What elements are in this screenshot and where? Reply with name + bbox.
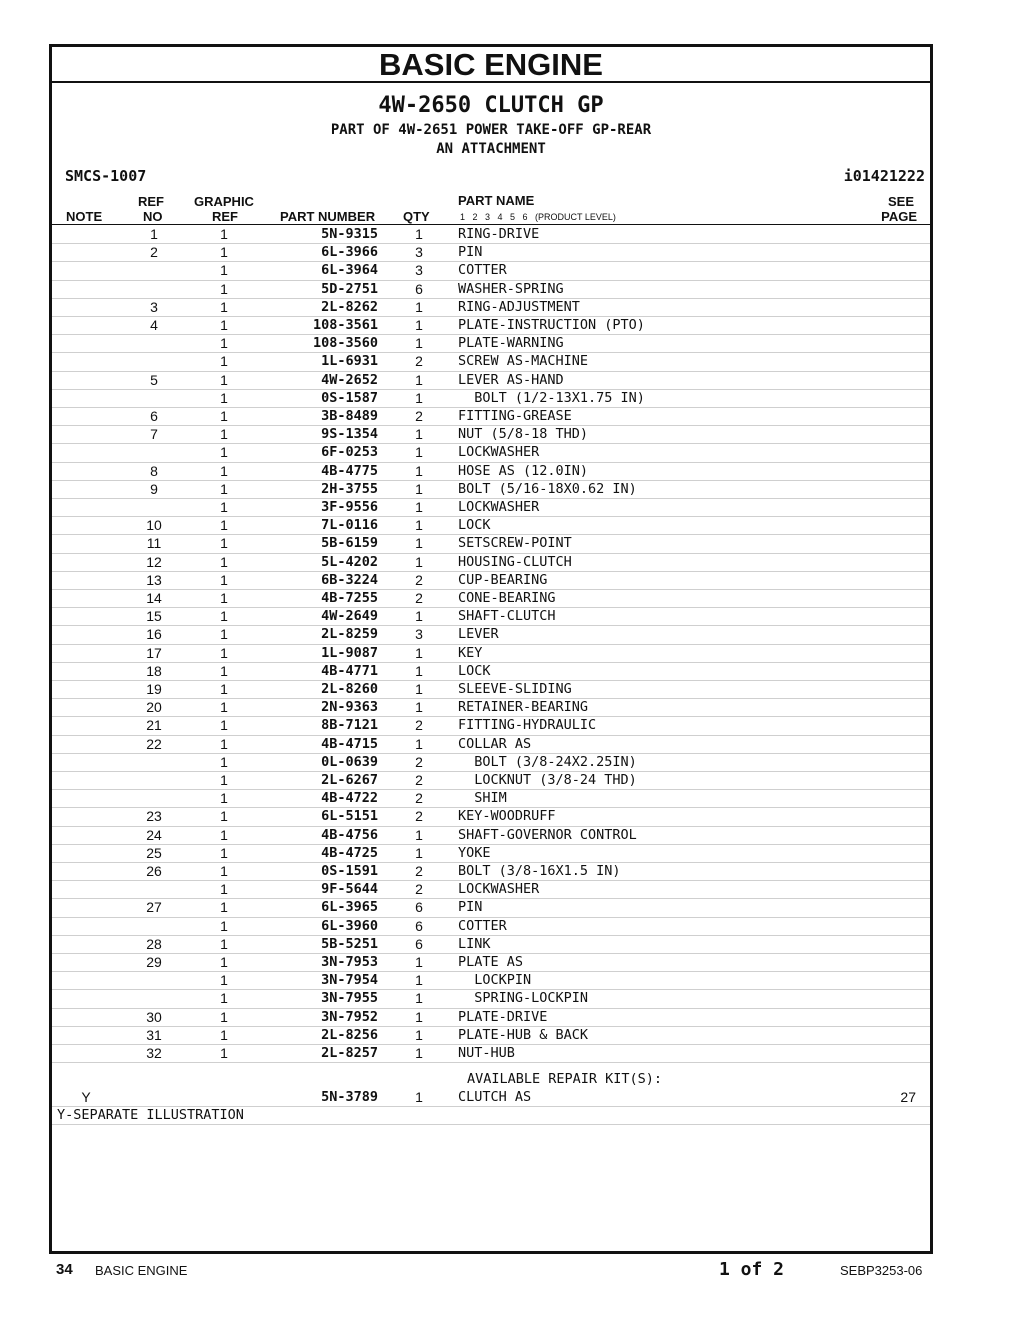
graphic-ref: 1 [220,753,228,770]
graphic-ref: 1 [220,790,228,807]
part-number: 9F-5644 [321,881,378,898]
qty: 1 [415,954,423,970]
table-row [52,261,930,280]
part-name: KEY-WOODRUFF [458,808,556,825]
part-number: 0L-0639 [321,753,378,770]
qty: 2 [415,571,423,588]
part-name: YOKE [458,844,491,861]
part-name: BOLT (5/16-18X0.62 IN) [458,480,637,497]
qty: 2 [415,808,423,825]
ref-no: 27 [146,899,162,916]
table-row [52,334,930,353]
part-name: LOCKWASHER [458,499,540,515]
illustration-id: i01421222 [843,167,925,185]
qty: 1 [415,699,423,716]
col-see-top: SEE [887,194,914,209]
ref-no: 32 [146,1045,162,1061]
table-row [52,316,930,335]
kit-part-number: 5N-3789 [321,1089,378,1105]
graphic-ref: 1 [220,608,228,625]
part-name: PLATE-WARNING [458,335,564,352]
part-name: HOSE AS (12.0IN) [458,462,589,479]
part-name: LOCK [458,517,491,534]
table-row [52,989,930,1008]
page-footer [0,1258,1020,1288]
part-name: PLATE-DRIVE [458,1008,548,1025]
table-row [52,862,930,881]
table-row [52,1008,930,1027]
part-name: LOCKWASHER [458,444,540,461]
part-name: LOCKPIN [458,972,532,989]
qty: 3 [415,262,423,279]
kit-see-page: 27 [900,1089,916,1105]
ref-no: 11 [146,535,162,552]
ref-no: 4 [150,317,158,333]
part-number: 0S-1591 [321,863,378,879]
table-row [52,462,930,481]
parts-list-frame [49,44,933,1254]
part-name: SHAFT-GOVERNOR CONTROL [458,826,637,843]
qty: 1 [415,681,423,697]
table-row [52,898,930,917]
table-row [52,425,930,444]
ref-no: 5 [150,371,158,388]
ref-no: 9 [150,480,158,497]
part-name: LINK [458,935,491,952]
part-name: WASHER-SPRING [458,280,564,297]
part-number: 108-3561 [312,317,378,333]
qty: 1 [415,1045,423,1061]
part-name: NUT (5/8-18 THD) [458,426,589,443]
ref-no: 31 [146,1026,162,1043]
qty: 2 [415,863,423,879]
part-number: 5B-6159 [321,535,378,552]
ref-no: 19 [146,681,162,697]
part-name: PIN [458,244,483,261]
table-row [52,589,930,608]
table-row [52,371,930,390]
qty: 1 [415,1026,423,1043]
qty: 2 [415,408,423,424]
part-name: CONE-BEARING [458,590,556,606]
col-qty: QTY [403,209,430,224]
qty: 1 [415,553,423,570]
graphic-ref: 1 [220,571,228,588]
qty: 6 [415,917,423,934]
ref-no: 26 [146,863,162,879]
table-row [52,607,930,626]
qty: 1 [415,662,423,679]
part-name: PLATE AS [458,954,524,970]
part-name: BOLT (1/2-13X1.75 IN) [458,389,645,406]
graphic-ref: 1 [220,535,228,552]
qty: 1 [415,480,423,497]
ref-no: 22 [146,735,162,752]
graphic-ref: 1 [220,262,228,279]
graphic-ref: 1 [220,517,228,534]
qty: 1 [415,972,423,989]
part-number: 6L-3966 [321,244,378,261]
ref-no: 3 [150,298,158,315]
table-row [52,280,930,299]
qty: 2 [415,717,423,734]
graphic-ref: 1 [220,681,228,697]
part-number: 3N-7952 [321,1008,378,1025]
graphic-ref: 1 [220,863,228,879]
table-row [52,753,930,772]
attachment-line: AN ATTACHMENT [436,141,546,157]
part-number: 7L-0116 [321,517,378,534]
qty: 2 [415,881,423,898]
part-number: 9S-1354 [321,426,378,443]
table-row [52,971,930,990]
qty: 1 [415,735,423,752]
graphic-ref: 1 [220,226,228,242]
ref-no: 8 [150,462,158,479]
part-number: 6L-3965 [321,899,378,916]
table-row [52,826,930,845]
kit-part-name: CLUTCH AS [458,1089,532,1105]
qty: 6 [415,935,423,952]
part-number: 3N-7954 [321,972,378,989]
part-number: 0S-1587 [321,389,378,406]
ref-no: 23 [146,808,162,825]
graphic-ref: 1 [220,1026,228,1043]
table-row [52,407,930,426]
graphic-ref: 1 [220,462,228,479]
col-product-level: 1 2 3 4 5 6 (PRODUCT LEVEL) [460,212,616,222]
table-row [52,680,930,699]
part-name: COLLAR AS [458,735,532,752]
part-name: RING-ADJUSTMENT [458,298,580,315]
section-title: BASIC ENGINE [52,47,930,83]
smcs-code: SMCS-1007 [65,167,147,185]
qty: 3 [415,626,423,643]
qty: 1 [415,444,423,461]
qty: 1 [415,517,423,534]
part-number: 1L-9087 [321,644,378,661]
kit-note: Y [81,1089,91,1105]
ref-no: 13 [146,571,162,588]
part-name: RETAINER-BEARING [458,699,589,716]
qty: 1 [415,826,423,843]
ref-no: 25 [146,844,162,861]
part-name: PLATE-INSTRUCTION (PTO) [458,317,645,333]
part-name: PLATE-HUB & BACK [458,1026,589,1043]
part-number: 2L-8262 [321,298,378,315]
graphic-ref: 1 [220,280,228,297]
part-number: 6B-3224 [321,571,378,588]
graphic-ref: 1 [220,590,228,606]
graphic-ref: 1 [220,954,228,970]
group-title: 4W-2650 CLUTCH GP [378,93,604,118]
part-name: FITTING-HYDRAULIC [458,717,597,734]
graphic-ref: 1 [220,772,228,788]
part-name: SCREW AS-MACHINE [458,353,589,370]
qty: 1 [415,389,423,406]
part-number: 3N-7955 [321,990,378,1007]
table-row [52,844,930,863]
qty: 1 [415,535,423,552]
graphic-ref: 1 [220,298,228,315]
repair-kit-row [52,1088,930,1107]
part-number: 3B-8489 [321,408,378,424]
part-number: 1L-6931 [321,353,378,370]
part-name: FITTING-GREASE [458,408,572,424]
part-number: 2L-8260 [321,681,378,697]
part-number: 4B-4725 [321,844,378,861]
graphic-ref: 1 [220,1045,228,1061]
footer-doc-number: SEBP3253-06 [840,1263,923,1278]
table-row [52,243,930,262]
table-row [52,443,930,462]
qty: 3 [415,244,423,261]
qty: 1 [415,426,423,443]
ref-no: 7 [150,426,158,443]
ref-no: 16 [146,626,162,643]
graphic-ref: 1 [220,662,228,679]
footnote: Y-SEPARATE ILLUSTRATION [57,1107,244,1123]
table-row [52,571,930,590]
qty: 6 [415,899,423,916]
qty: 2 [415,353,423,370]
part-number: 6L-3960 [321,917,378,934]
graphic-ref: 1 [220,826,228,843]
part-number: 4B-4756 [321,826,378,843]
graphic-ref: 1 [220,899,228,916]
ref-no: 30 [146,1008,162,1025]
table-row [52,498,930,517]
graphic-ref: 1 [220,881,228,898]
part-number: 4W-2652 [321,371,378,388]
ref-no: 1 [150,226,158,242]
part-number: 4B-4771 [321,662,378,679]
graphic-ref: 1 [220,480,228,497]
graphic-ref: 1 [220,444,228,461]
qty: 2 [415,790,423,807]
table-row [52,935,930,954]
table-row [52,298,930,317]
graphic-ref: 1 [220,553,228,570]
table-row [52,553,930,572]
graphic-ref: 1 [220,717,228,734]
part-name: PIN [458,899,483,916]
graphic-ref: 1 [220,499,228,515]
part-name: CUP-BEARING [458,571,548,588]
part-number: 4W-2649 [321,608,378,625]
graphic-ref: 1 [220,644,228,661]
part-name: BOLT (3/8-24X2.25IN) [458,753,637,770]
part-name: LOCKNUT (3/8-24 THD) [458,772,637,788]
table-row [52,698,930,717]
graphic-ref: 1 [220,1008,228,1025]
part-number: 2N-9363 [321,699,378,716]
graphic-ref: 1 [220,244,228,261]
qty: 2 [415,772,423,788]
ref-no: 17 [146,644,162,661]
table-row [52,807,930,826]
qty: 2 [415,753,423,770]
part-number: 2H-3755 [321,480,378,497]
part-name: LOCKWASHER [458,881,540,898]
ref-no: 15 [146,608,162,625]
part-number: 2L-8256 [321,1026,378,1043]
qty: 1 [415,1008,423,1025]
part-name: KEY [458,644,483,661]
part-of-line: PART OF 4W-2651 POWER TAKE-OFF GP-REAR [330,122,652,138]
graphic-ref: 1 [220,389,228,406]
ref-no: 28 [146,935,162,952]
footer-page-number: 34 [56,1261,73,1278]
part-number: 5D-2751 [321,280,378,297]
part-number: 5N-9315 [321,226,378,242]
graphic-ref: 1 [220,426,228,443]
graphic-ref: 1 [220,972,228,989]
footer-section: BASIC ENGINE [95,1263,188,1278]
col-ref-top: REF [138,194,164,209]
part-number: 4B-7255 [321,590,378,606]
qty: 1 [415,371,423,388]
graphic-ref: 1 [220,371,228,388]
table-row [52,352,930,371]
table-row [52,716,930,735]
qty: 1 [415,462,423,479]
col-graphic-bottom: REF [212,209,238,224]
part-number: 5L-4202 [321,553,378,570]
qty: 1 [415,990,423,1007]
graphic-ref: 1 [220,935,228,952]
part-number: 3F-9556 [321,499,378,515]
col-part-number: PART NUMBER [280,209,376,224]
qty: 2 [415,590,423,606]
graphic-ref: 1 [220,735,228,752]
repair-kit-title: AVAILABLE REPAIR KIT(S): [467,1071,663,1087]
part-name: SHIM [458,790,507,807]
graphic-ref: 1 [220,626,228,643]
part-number: 2L-6267 [321,772,378,788]
col-ref-bottom: NO [143,209,163,224]
graphic-ref: 1 [220,844,228,861]
table-row [52,534,930,553]
qty: 1 [415,844,423,861]
col-note: NOTE [66,209,103,224]
qty: 1 [415,608,423,625]
part-number: 3N-7953 [321,954,378,970]
graphic-ref: 1 [220,408,228,424]
part-number: 5B-5251 [321,935,378,952]
table-row [52,735,930,754]
footer-page-of: 1 of 2 [719,1259,785,1280]
part-name: LOCK [458,662,491,679]
part-number: 4B-4775 [321,462,378,479]
part-number: 4B-4715 [321,735,378,752]
table-row [52,1026,930,1045]
part-number: 6F-0253 [321,444,378,461]
part-name: NUT-HUB [458,1045,515,1061]
graphic-ref: 1 [220,335,228,352]
table-row [52,480,930,499]
table-row [52,644,930,663]
graphic-ref: 1 [220,808,228,825]
part-number: 6L-3964 [321,262,378,279]
graphic-ref: 1 [220,699,228,716]
ref-no: 2 [150,244,158,261]
qty: 1 [415,499,423,515]
part-name: LEVER [458,626,499,643]
part-name: LEVER AS-HAND [458,371,564,388]
table-row [52,771,930,790]
part-name: SETSCREW-POINT [458,535,572,552]
ref-no: 6 [150,408,158,424]
part-name: SLEEVE-SLIDING [458,681,572,697]
part-number: 2L-8259 [321,626,378,643]
graphic-ref: 1 [220,317,228,333]
table-row [52,953,930,972]
part-name: BOLT (3/8-16X1.5 IN) [458,863,621,879]
part-name: RING-DRIVE [458,226,540,242]
ref-no: 20 [146,699,162,716]
table-row [52,225,930,244]
graphic-ref: 1 [220,990,228,1007]
part-number: 6L-5151 [321,808,378,825]
ref-no: 24 [146,826,162,843]
part-name: COTTER [458,917,507,934]
kit-qty: 1 [415,1089,423,1105]
table-row [52,1044,930,1063]
table-row [52,789,930,808]
qty: 1 [415,226,423,242]
col-see-bottom: PAGE [881,209,917,224]
part-number: 2L-8257 [321,1045,378,1061]
ref-no: 21 [146,717,162,734]
part-name: HOUSING-CLUTCH [458,553,572,570]
table-row [52,625,930,644]
qty: 1 [415,644,423,661]
part-name: SPRING-LOCKPIN [458,990,589,1007]
part-number: 8B-7121 [321,717,378,734]
qty: 1 [415,298,423,315]
part-name: COTTER [458,262,507,279]
table-row [52,662,930,681]
qty: 6 [415,280,423,297]
qty: 1 [415,335,423,352]
ref-no: 10 [146,517,162,534]
col-part-name: PART NAME [458,193,535,208]
column-header [52,192,930,225]
ref-no: 12 [146,553,162,570]
part-name: SHAFT-CLUTCH [458,608,556,625]
table-row [52,389,930,408]
qty: 1 [415,317,423,333]
graphic-ref: 1 [220,353,228,370]
graphic-ref: 1 [220,917,228,934]
part-number: 108-3560 [312,335,378,352]
footnote-divider [52,1124,930,1125]
ref-no: 14 [146,590,162,606]
ref-no: 18 [146,662,162,679]
part-number: 4B-4722 [321,790,378,807]
col-graphic-top: GRAPHIC [194,194,254,209]
table-row [52,917,930,936]
table-row [52,880,930,899]
ref-no: 29 [146,954,162,970]
table-row [52,516,930,535]
